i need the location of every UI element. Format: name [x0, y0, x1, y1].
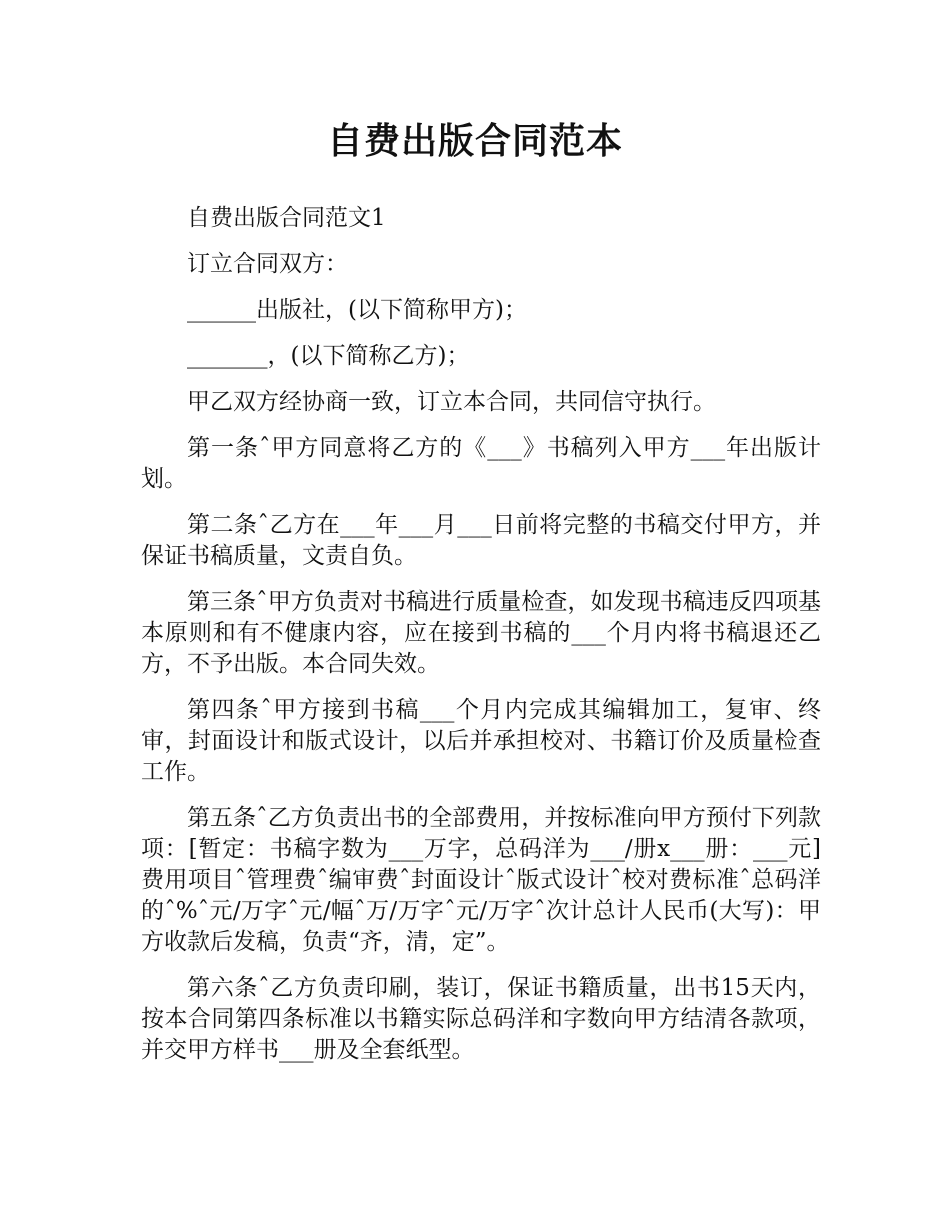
paragraph-article-6: 第六条ˆ乙方负责印刷，装订，保证书籍质量，出书15天内，按本合同第四条标准以书籍实际总码洋和字数向甲方结清各款项，并交甲方样书___册及全套纸型。 [141, 975, 821, 1063]
paragraph-article-4: 第四条ˆ甲方接到书稿___个月内完成其编辑加工，复审、终审，封面设计和版式设计，以后并承担校对、书籍订价及质量检查工作。 [141, 697, 821, 785]
paragraph-article-2: 第二条ˆ乙方在___年___月___日前将完整的书稿交付甲方，并保证书稿质量，文责自负。 [141, 512, 821, 569]
paragraph-party-a: ______出版社，(以下简称甲方)； [187, 297, 527, 323]
paragraph-parties-intro: 订立合同双方： [187, 251, 348, 277]
paragraph-agreement: 甲乙双方经协商一致，订立本合同，共同信守执行。 [187, 389, 716, 415]
document-title: 自费出版合同范本 [326, 121, 623, 162]
paragraph-article-3: 第三条ˆ甲方负责对书稿进行质量检查，如发现书稿违反四项基本原则和有不健康内容，应在接到书稿的___个月内将书稿退还乙方，不予出版。本合同失效。 [141, 589, 821, 677]
paragraph-article-1: 第一条ˆ甲方同意将乙方的《___》书稿列入甲方___年出版计划。 [141, 435, 821, 492]
paragraph-party-b: _______，(以下简称乙方)； [187, 343, 470, 369]
paragraph-heading: 自费出版合同范文1 [187, 205, 386, 231]
document-body [141, 203, 821, 1081]
paragraph-article-5: 第五条ˆ乙方负责出书的全部费用，并按标准向甲方预付下列款项：[暂定：书稿字数为___万字，总码洋为___/册x___册：___元]费用项目ˆ管理费ˆ编审费ˆ封面设计ˆ版式设计ˆ校对费标准ˆ总码洋的ˆ%ˆ元/万字ˆ元/幅ˆ万/万字ˆ元/万字ˆ次计总计人民币(大写)：甲方收款后发稿，负责“齐，清，定”。 [141, 805, 821, 955]
